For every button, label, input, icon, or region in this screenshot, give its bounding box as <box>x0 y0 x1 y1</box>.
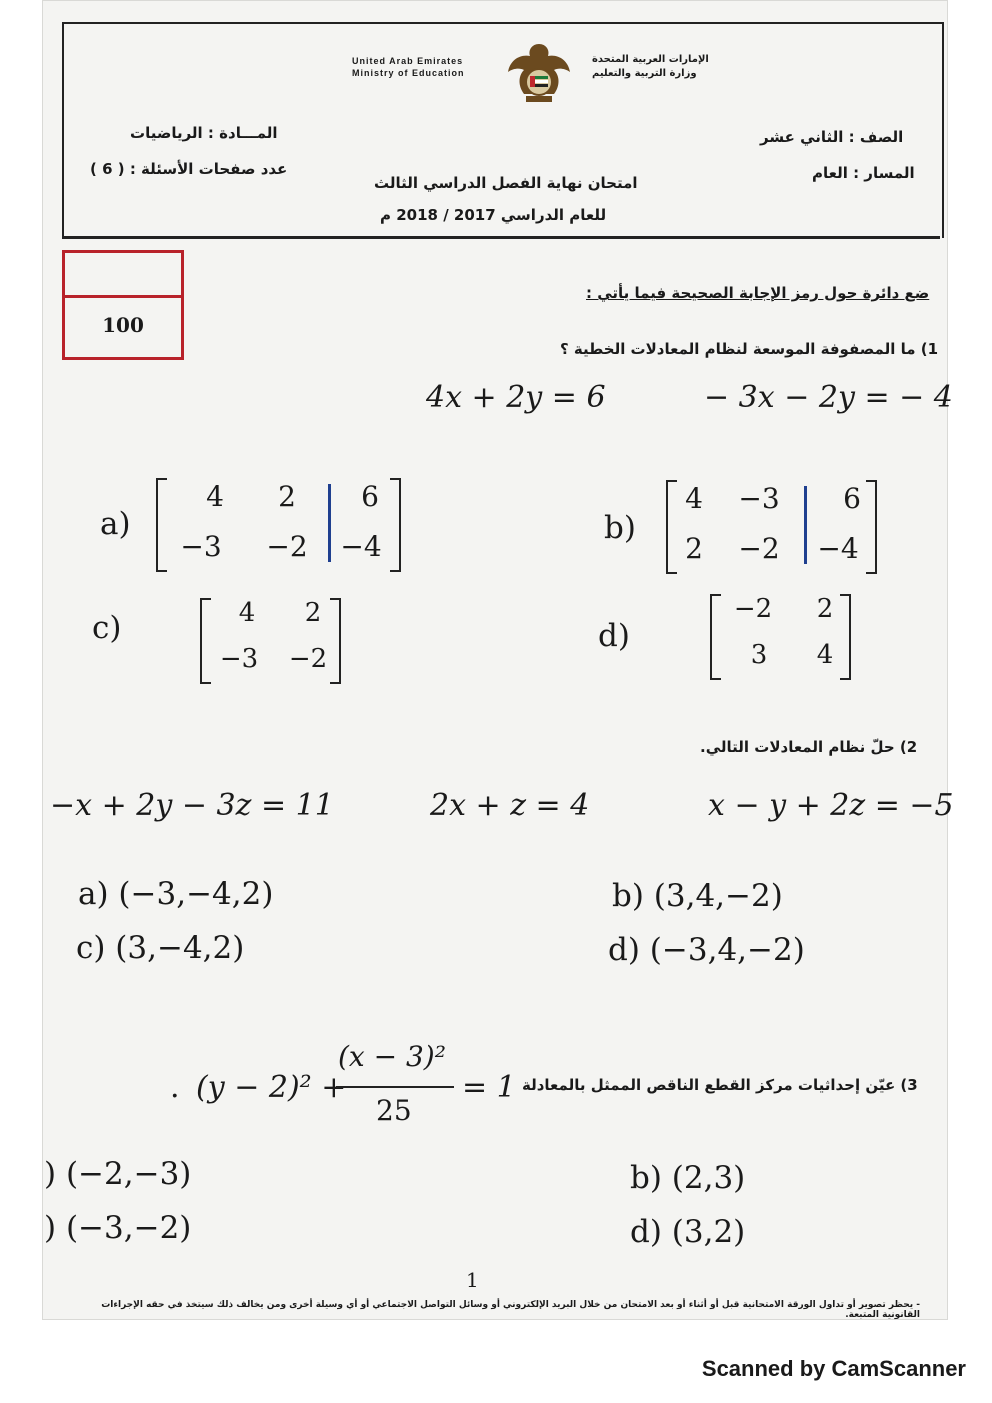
q3-sentence-dot: . <box>170 1070 180 1105</box>
uae-emblem-icon <box>504 40 574 106</box>
camscanner-watermark: Scanned by CamScanner <box>701 1356 966 1381</box>
q1-b-augment-line <box>804 486 807 564</box>
ministry-ar-line1: الإمارات العربية المتحدة <box>592 54 709 65</box>
q3-rhs: = 1 <box>462 1070 516 1105</box>
matrix-cell: −3 <box>180 530 222 563</box>
matrix-cell: 2 <box>304 598 322 628</box>
q1-option-d-label[interactable]: d) <box>598 618 630 654</box>
matrix-cell: −2 <box>738 532 780 565</box>
q1-equation-1: 4x + 2y = 6 <box>426 380 606 415</box>
matrix-cell: 2 <box>278 480 296 513</box>
matrix-cell: 2 <box>685 532 703 565</box>
matrix-cell: 3 <box>750 640 768 670</box>
q3-lhs: (y − 2)² + <box>196 1070 347 1105</box>
q3-fraction-denominator: 25 <box>376 1094 412 1127</box>
q3-option-c[interactable]: ) (−3,−2) <box>44 1210 192 1246</box>
ministry-ar-line2: وزارة التربية والتعليم <box>592 68 697 79</box>
q2-option-b[interactable]: b) (3,4,−2) <box>612 878 783 914</box>
matrix-cell: −2 <box>288 644 328 674</box>
q1-option-a-label[interactable]: a) <box>100 506 131 542</box>
matrix-cell: −3 <box>219 644 259 674</box>
q2-equation-3: x − y + 2z = −5 <box>708 788 954 823</box>
q2-option-d[interactable]: d) (−3,4,−2) <box>608 932 805 968</box>
track-label: المسار : العام <box>812 164 915 182</box>
q1-equation-2: − 3x − 2y = − 4 <box>704 380 953 415</box>
matrix-cell: 6 <box>843 482 861 515</box>
score-box <box>62 250 184 360</box>
q1-a-augment-line <box>328 484 331 562</box>
matrix-cell: 4 <box>685 482 703 515</box>
q1-text: 1) ما المصفوفة الموسعة لنظام المعادلات الخطية ؟ <box>560 340 939 358</box>
q1-option-b-label[interactable]: b) <box>604 510 636 546</box>
q3-option-b[interactable]: b) (2,3) <box>630 1160 746 1196</box>
page-number: 1 <box>466 1268 479 1292</box>
q3-fraction-bar <box>336 1086 454 1088</box>
grade-label: الصف : الثاني عشر <box>760 128 904 146</box>
q3-fraction-numerator: (x − 3)² <box>338 1040 446 1073</box>
q1-a-right-bracket <box>390 478 401 572</box>
q3-text: 3) عيّن إحداثيات مركز القطع الناقص الممثل بالمعادلة <box>522 1076 918 1094</box>
matrix-cell: 4 <box>816 640 834 670</box>
q3-option-a[interactable]: ) (−2,−3) <box>44 1156 192 1192</box>
ministry-en-line2: Ministry of Education <box>352 68 465 78</box>
subject-label: المـــادة : الرياضيات <box>130 124 278 142</box>
q3-option-d[interactable]: d) (3,2) <box>630 1214 746 1250</box>
pages-label: عدد صفحات الأسئلة : ( 6 ) <box>90 160 288 178</box>
academic-year: للعام الدراسي 2017 / 2018 م <box>380 206 607 224</box>
exam-title: امتحان نهاية الفصل الدراسي الثالث <box>374 174 638 192</box>
instruction: ضع دائرة حول رمز الإجابة الصحيحة فيما يأتي : <box>586 284 930 302</box>
matrix-cell: 4 <box>206 480 224 513</box>
matrix-cell: −3 <box>738 482 780 515</box>
matrix-cell: −2 <box>266 530 308 563</box>
ministry-en-line1: United Arab Emirates <box>352 56 464 66</box>
matrix-cell: 6 <box>361 480 379 513</box>
matrix-cell: −4 <box>817 532 859 565</box>
header-rule <box>62 236 940 239</box>
q1-option-c-label[interactable]: c) <box>92 610 122 646</box>
q2-equation-1: −x + 2y − 3z = 11 <box>50 788 334 823</box>
q2-equation-2: 2x + z = 4 <box>430 788 590 823</box>
matrix-cell: −4 <box>340 530 382 563</box>
matrix-cell: 2 <box>816 594 834 624</box>
matrix-cell: −2 <box>733 594 773 624</box>
footer-note: - يحظر تصوير أو تداول الورقة الامتحانية قبل أو أثناء أو بعد الامتحان من خلال البريد الإلكتروني أو وسائل التواصل الاجتماعي أو أي وسيلة أخرى ومن يخالف ذلك سيتخذ في حقه الإجراءات القانونية المتبعة. <box>101 1300 920 1320</box>
q2-option-c[interactable]: c) (3,−4,2) <box>76 930 245 966</box>
q2-text: 2) حلّ نظام المعادلات التالي. <box>700 738 918 756</box>
q2-option-a[interactable]: a) (−3,−4,2) <box>78 876 274 912</box>
score-max: 100 <box>102 313 144 337</box>
matrix-cell: 4 <box>238 598 256 628</box>
